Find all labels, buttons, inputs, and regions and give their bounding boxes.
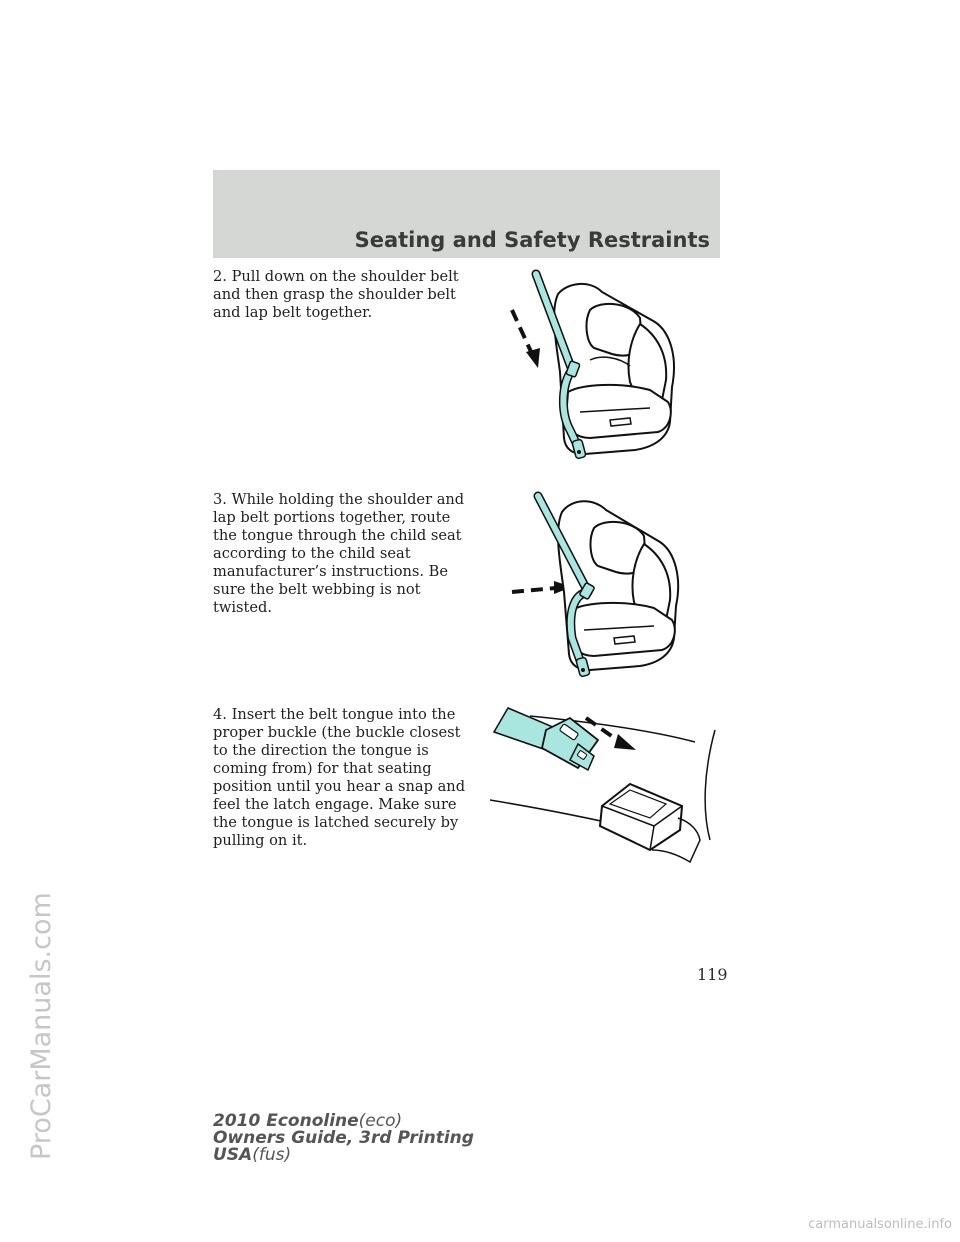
footer-model-code: (eco) <box>358 1111 403 1131</box>
child-seat-pull-belt-illustration <box>490 262 715 467</box>
footer-model: 2010 Econoline <box>213 1111 359 1131</box>
section-header-band <box>213 170 720 258</box>
footer-region-code: (fus) <box>252 1145 292 1165</box>
footer-line-guide: Owners Guide, 3rd Printing <box>213 1128 474 1148</box>
section-title: Seating and Safety Restraints <box>354 228 710 252</box>
footer-region: USA <box>213 1145 253 1165</box>
step-4-text: 4. Insert the belt tongue into the proper buckle (the buckle closest to the direction the tongue is coming from) for that seating position until you hear a snap and feel the latch engage. Make sure the tongue is latched securely by pulling on it. <box>213 706 466 849</box>
belt-buckle <box>600 784 700 862</box>
bottom-watermark: carmanualsonline.info <box>808 1217 952 1232</box>
step-3-text: 3. While holding the shoulder and lap belt portions together, route the tongue through the child seat according to the child seat manufacturer’s instructions. Be sure the belt webbing is not twisted. <box>213 491 465 616</box>
child-seat-route-tongue-illustration <box>490 488 715 688</box>
pull-down-arrow <box>512 310 540 368</box>
side-watermark: ProCarManuals.com <box>26 892 57 1160</box>
buckle-insert-illustration <box>490 690 725 875</box>
footer-line-region <box>213 1147 474 1164</box>
step-2-text: 2. Pull down on the shoulder belt and then grasp the shoulder belt and lap belt together. <box>213 268 459 321</box>
document-footer <box>213 1113 474 1164</box>
page-number: 119 <box>697 965 728 984</box>
